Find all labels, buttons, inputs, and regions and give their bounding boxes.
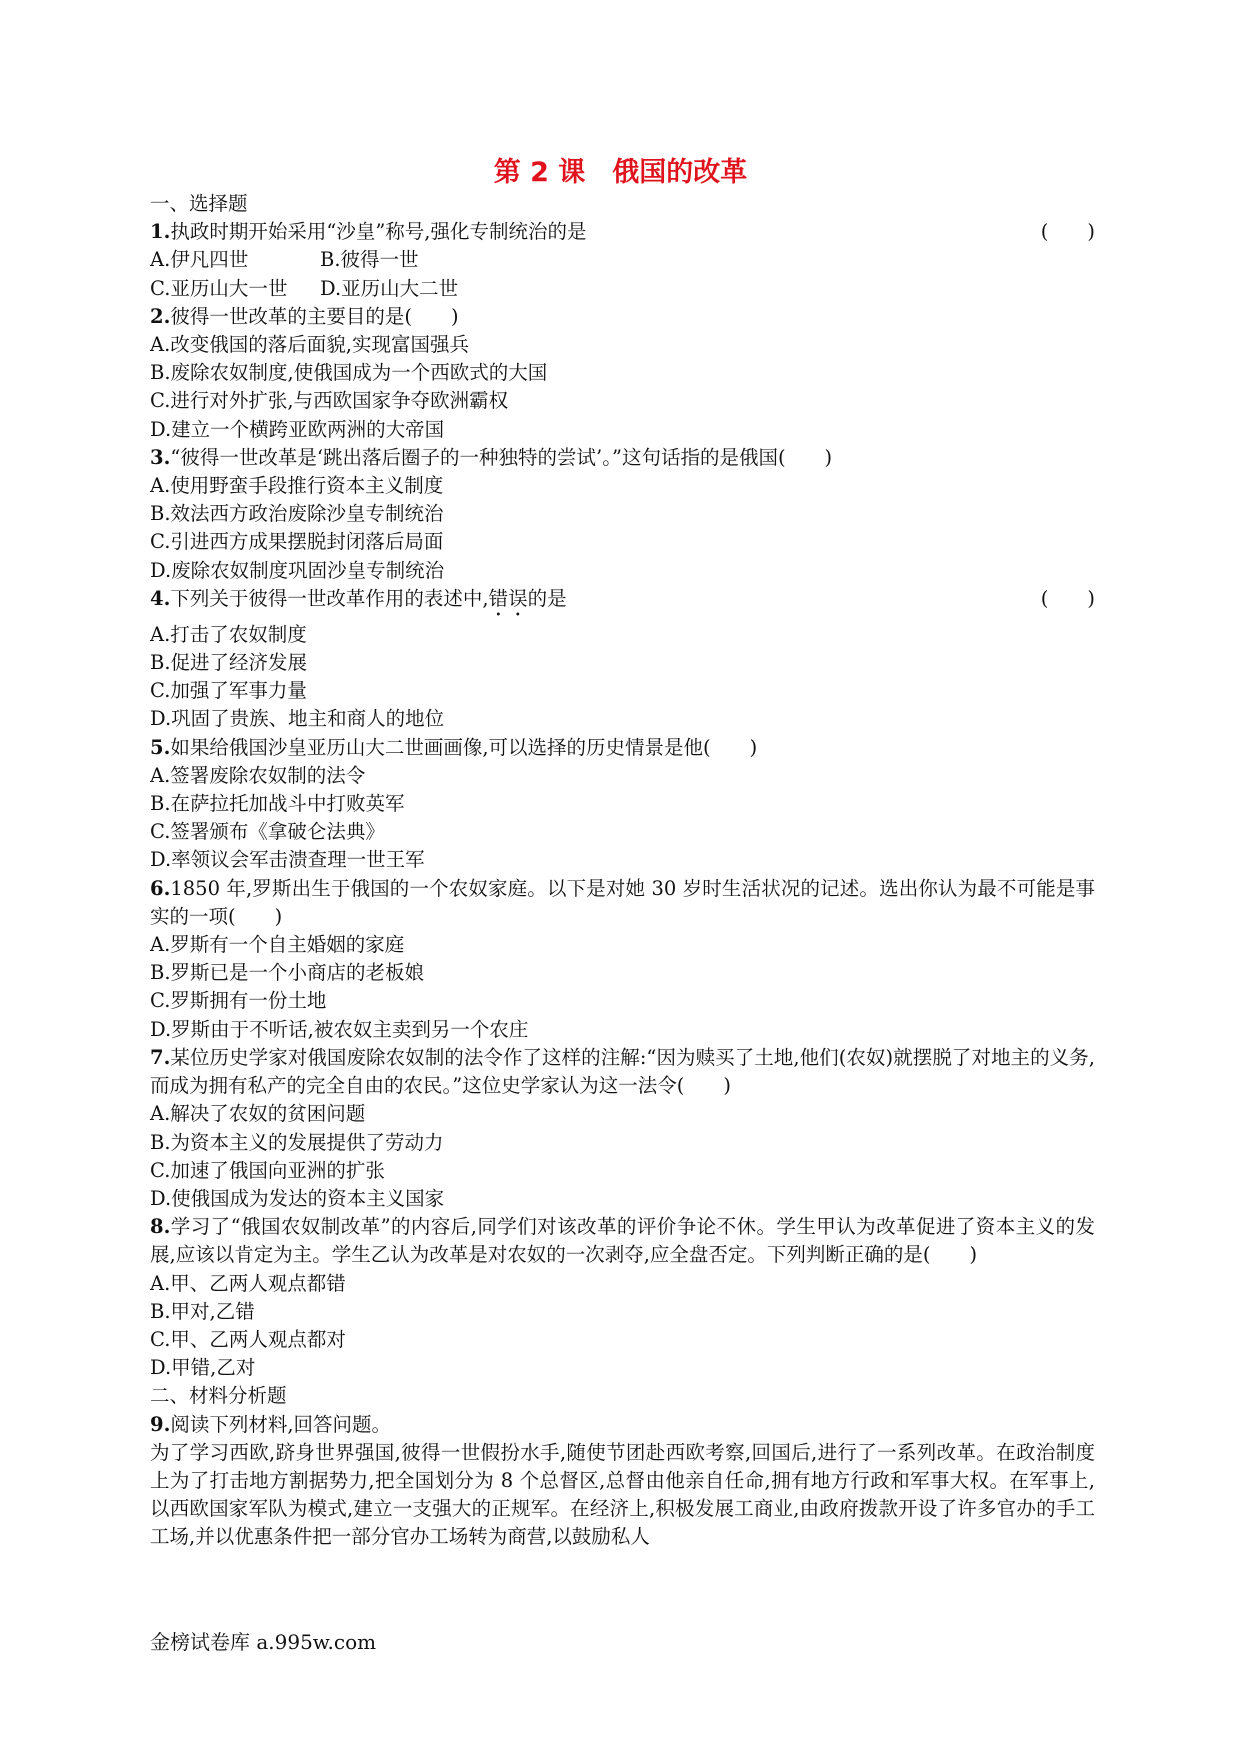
option-d: D.亚历山大二世 (320, 276, 459, 300)
question-text: 学习了“俄国农奴制改革”的内容后,同学们对该改革的评价争论不休。学生甲认为改革促进了资本主义的发展,应该以肯定为主。学生乙认为改革是对农奴的一次剥夺,应全盘否定。下列判断正确的是( ) (150, 1215, 1095, 1267)
question-2 (150, 303, 1095, 331)
option-b: B.效法西方政治废除沙皇专制统治 (150, 502, 444, 526)
option-d: D.率领议会军击溃查理一世王军 (150, 848, 425, 872)
option-a: A.罗斯有一个自主婚姻的家庭 (150, 933, 405, 957)
option-d: D.建立一个横跨亚欧两洲的大帝国 (150, 417, 445, 441)
option-a: A.伊凡四世 (150, 248, 249, 272)
option-a: A.使用野蛮手段推行资本主义制度 (150, 474, 444, 498)
question-text: 下列关于彼得一世改革作用的表述中, (170, 586, 489, 610)
option-d: D.甲错,乙对 (150, 1356, 256, 1380)
option-d: D.废除农奴制度巩固沙皇专制统治 (150, 558, 445, 582)
options-row (150, 246, 1095, 274)
option-a: A.甲、乙两人观点都错 (150, 1271, 346, 1295)
answer-blank: ( ) (1040, 586, 1095, 610)
question-text: 某位历史学家对俄国废除农奴制的法令作了这样的注解:“因为赎买了土地,他们(农奴)就摆脱了对地主的义务,而成为拥有私产的完全自由的农民。”这位史学家认为这一法令( ) (150, 1045, 1095, 1098)
section-heading: 二、材料分析题 (150, 1384, 287, 1408)
question-7 (150, 1044, 1095, 1100)
question-text: 彼得一世改革的主要目的是( ) (170, 304, 459, 328)
option-b: B.彼得一世 (320, 248, 419, 272)
option-c: C.加速了俄国向亚洲的扩张 (150, 1158, 385, 1182)
question-number: 6. (150, 876, 171, 900)
question-text-end: 的是 (527, 586, 567, 610)
option-c: C.引进西方成果摆脱封闭落后局面 (150, 530, 444, 554)
question-text: “彼得一世改革是‘跳出落后圈子的一种独特的尝试’。”这句话指的是俄国( ) (170, 445, 833, 469)
question-number: 5. (150, 735, 171, 759)
question-4 (150, 585, 1095, 621)
question-number: 8. (150, 1215, 171, 1239)
option-c: C.罗斯拥有一份土地 (150, 989, 327, 1013)
question-1 (150, 218, 1095, 246)
section-heading: 一、选择题 (150, 192, 248, 215)
question-number: 2. (150, 304, 171, 328)
footer-watermark: 金榜试卷库 a.995w.com (150, 1630, 377, 1654)
page-title: 第 2 课 俄国的改革 (493, 157, 748, 188)
option-d: D.巩固了贵族、地主和商人的地位 (150, 707, 445, 731)
option-c: C.签署颁布《拿破仑法典》 (150, 820, 385, 844)
question-number: 7. (150, 1045, 171, 1069)
option-c: C.加强了军事力量 (150, 679, 307, 703)
option-c: C.进行对外扩张,与西欧国家争夺欧洲霸权 (150, 389, 509, 413)
question-9 (150, 1411, 1095, 1439)
option-b: B.废除农奴制度,使俄国成为一个西欧式的大国 (150, 361, 548, 385)
option-b: B.为资本主义的发展提供了劳动力 (150, 1130, 444, 1154)
question-3 (150, 444, 1095, 472)
option-c: C.亚历山大一世 (150, 276, 288, 300)
question-5 (150, 734, 1095, 762)
question-text: 执政时期开始采用“沙皇”称号,强化专制统治的是 (170, 220, 587, 244)
question-number: 4. (150, 586, 171, 610)
option-a: A.打击了农奴制度 (150, 622, 307, 646)
option-c: C.甲、乙两人观点都对 (150, 1327, 346, 1351)
question-8 (150, 1213, 1095, 1269)
option-b: B.甲对,乙错 (150, 1299, 255, 1323)
material-passage: 为了学习西欧,跻身世界强国,彼得一世假扮水手,随使节团赴西欧考察,回国后,进行了一系列改革。在政治制度上为了打击地方割据势力,把全国划分为 8 个总督区,总督由他亲自任命,拥有地方行政和军事大权。在军事上,以西欧国家军队为模式,建立一支强大的正规军。在经济上,积极发展工商业,由政府拨款开设了许多官办的手工工场,并以优惠条件把一部分官办工场转为商营,以鼓励私人 (150, 1440, 1095, 1549)
answer-blank: ( ) (1040, 220, 1095, 244)
worksheet-body (150, 190, 1095, 1552)
option-a: A.解决了农奴的贫困问题 (150, 1102, 366, 1126)
question-number: 9. (150, 1412, 171, 1436)
question-6 (150, 875, 1095, 931)
option-d: D.使俄国成为发达的资本主义国家 (150, 1186, 445, 1210)
emphasized-word: 错误 (488, 586, 528, 610)
option-d: D.罗斯由于不听话,被农奴主卖到另一个农庄 (150, 1017, 529, 1041)
option-a: A.改变俄国的落后面貌,实现富国强兵 (150, 333, 469, 357)
question-number: 1. (150, 220, 171, 244)
option-b: B.促进了经济发展 (150, 651, 308, 675)
option-b: B.在萨拉托加战斗中打败英军 (150, 792, 405, 816)
options-row (150, 275, 1095, 303)
option-b: B.罗斯已是一个小商店的老板娘 (150, 961, 425, 985)
question-text: 如果给俄国沙皇亚历山大二世画画像,可以选择的历史情景是他( ) (170, 735, 758, 759)
question-text: 1850 年,罗斯出生于俄国的一个农奴家庭。以下是对她 30 岁时生活状况的记述。选出你认为最不可能是事实的一项( ) (150, 876, 1095, 928)
question-text: 阅读下列材料,回答问题。 (170, 1412, 392, 1436)
option-a: A.签署废除农奴制的法令 (150, 763, 366, 787)
question-number: 3. (150, 445, 171, 469)
